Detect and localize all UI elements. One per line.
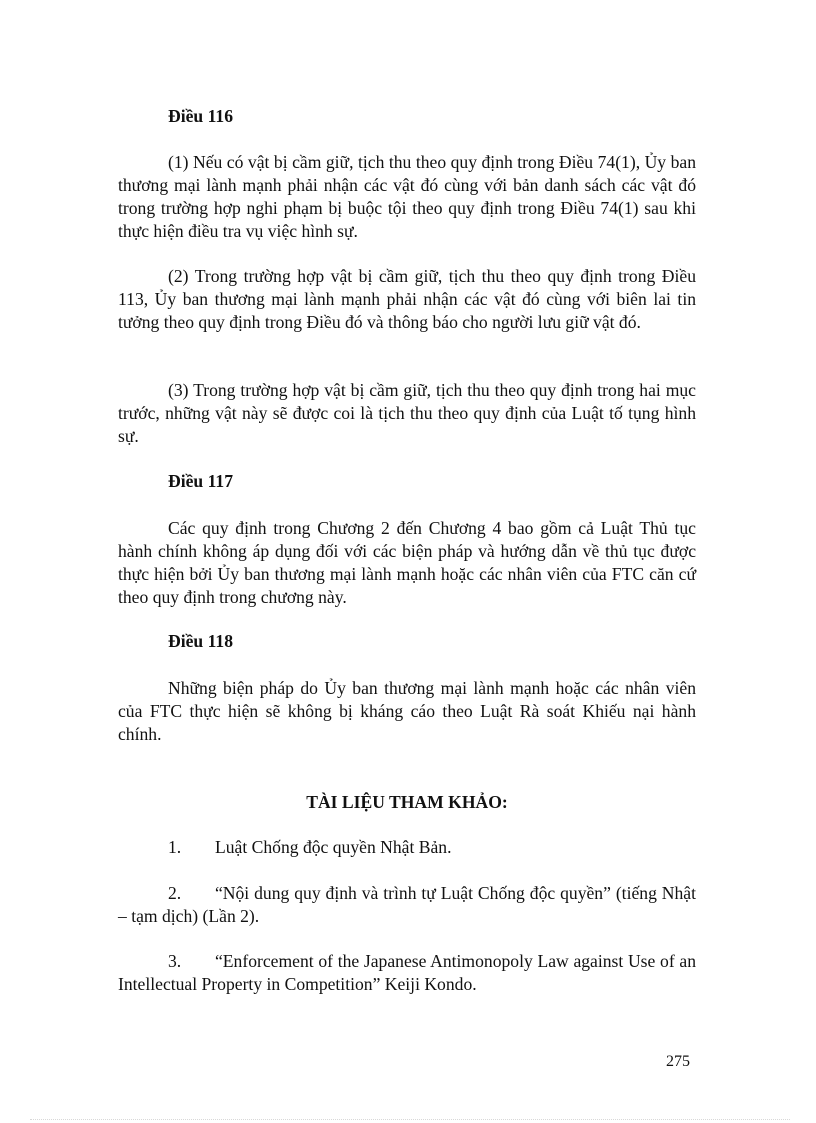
article-117-heading: Điều 117	[168, 471, 234, 491]
reference-item	[118, 882, 696, 928]
reference-text: “Enforcement of the Japanese Antimonopoly Law against Use of an Intellectual Property in Competition” Keiji Kondo.	[118, 951, 696, 994]
article-116-paragraph-3: (3) Trong trường hợp vật bị cầm giữ, tịch thu theo quy định trong hai mục trước, những vật này sẽ được coi là tịch thu theo quy định của Luật tố tụng hình sự.	[118, 380, 696, 446]
reference-item	[118, 836, 696, 859]
article-116-paragraph-2: (2) Trong trường hợp vật bị cầm giữ, tịch thu theo quy định trong Điều 113, Ủy ban thương mại lành mạnh phải nhận các vật đó cùng với biên lai tin tưởng theo quy định trong Điều đó và thông báo cho người lưu giữ vật đó.	[118, 266, 696, 332]
article-118-paragraph-1: Những biện pháp do Ủy ban thương mại lành mạnh hoặc các nhân viên của FTC thực hiện sẽ không bị kháng cáo theo Luật Rà soát Khiếu nại hành chính.	[118, 678, 696, 744]
bottom-divider	[30, 1119, 790, 1120]
reference-number: 3.	[168, 951, 182, 971]
reference-text: Luật Chống độc quyền Nhật Bản.	[215, 837, 452, 857]
article-118-heading: Điều 118	[168, 631, 234, 651]
article-116-heading: Điều 116	[168, 106, 234, 126]
reference-number: 2.	[168, 883, 182, 903]
reference-number: 1.	[168, 837, 182, 857]
references-title: TÀI LIỆU THAM KHẢO:	[306, 792, 508, 812]
article-116-paragraph-1: (1) Nếu có vật bị cầm giữ, tịch thu theo quy định trong Điều 74(1), Ủy ban thương mại lành mạnh phải nhận các vật đó cùng với bản danh sách các vật đó trong trường hợp nghi phạm bị buộc tội theo quy định trong Điều 74(1) sau khi thực hiện điều tra vụ việc hình sự.	[118, 152, 696, 241]
article-117-paragraph-1: Các quy định trong Chương 2 đến Chương 4 bao gồm cả Luật Thủ tục hành chính không áp dụng đối với các biện pháp và hướng dẫn về thủ tục được thực hiện bởi Ủy ban thương mại lành mạnh hoặc các nhân viên của FTC căn cứ theo quy định trong chương này.	[118, 518, 696, 607]
reference-item	[118, 950, 696, 996]
reference-text: “Nội dung quy định và trình tự Luật Chống độc quyền” (tiếng Nhật – tạm dịch) (Lần 2).	[118, 883, 696, 926]
page-number: 275	[666, 1053, 690, 1070]
